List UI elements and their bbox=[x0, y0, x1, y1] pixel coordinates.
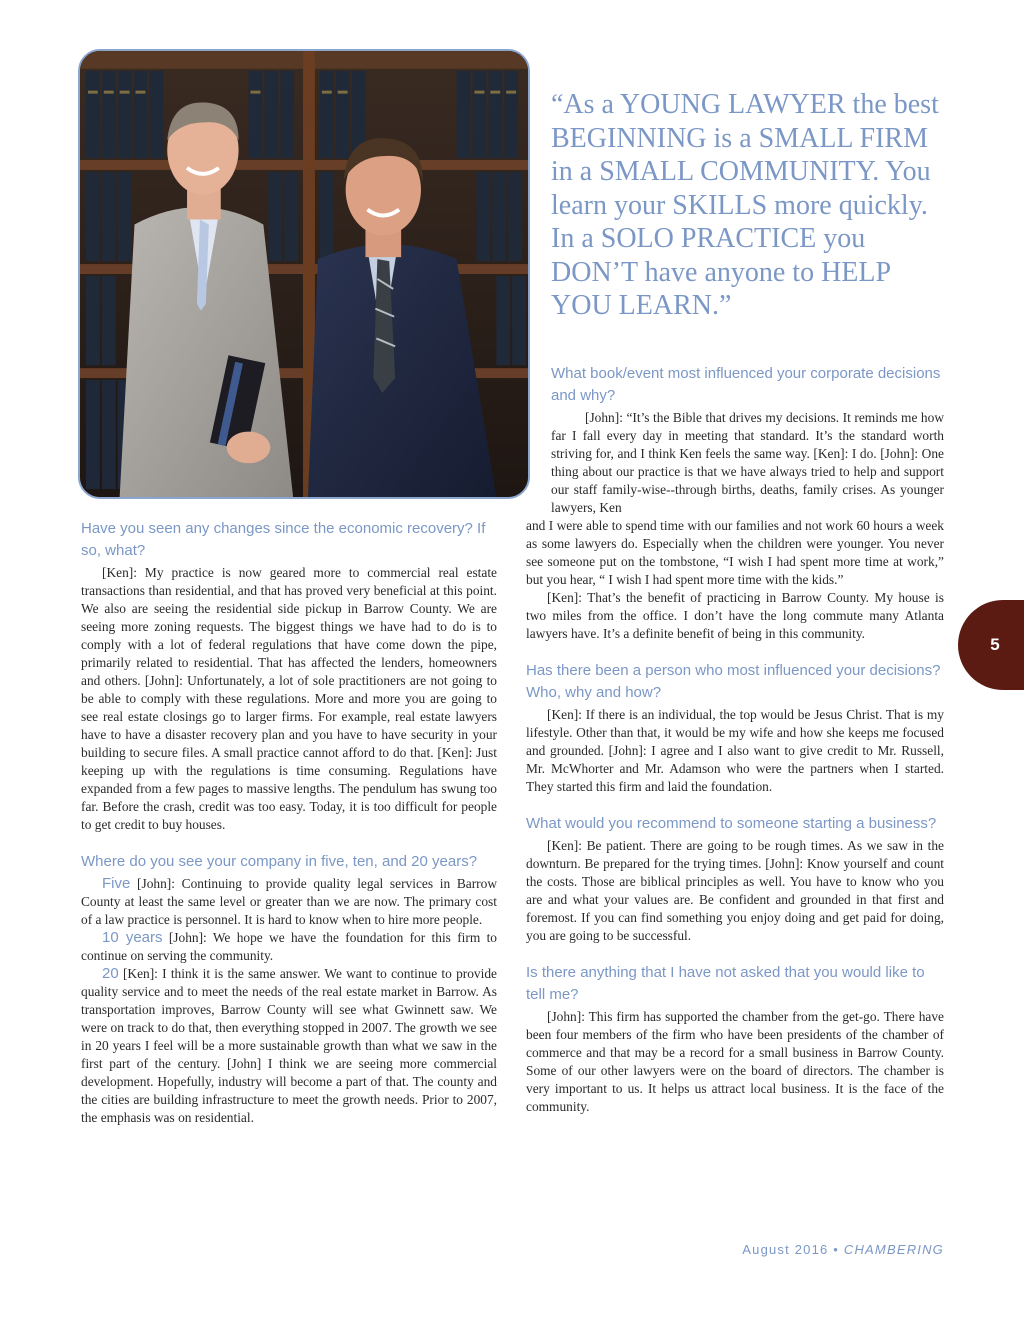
lead-five: Five bbox=[102, 875, 131, 892]
answer-twenty-text: [Ken]: I think it is the same answer. We want to continue to provide quality service and to meet the needs of the real estate market in Barrow. As transportation improves, Barrow County will see what Gwinnett saw. We were on track to do that, then everything stopped in 2007. The growth we see in 20 years I feel will be a more sustainable growth than what we saw in the first part of the century. [John] I think we are seeing more commercial development. Hopefully, industry will become a part of that. The county and the cities are building infrastructure to meet the growth needs. Prior to 2007, the emphasis was on residential. bbox=[81, 966, 497, 1125]
photo-illustration bbox=[80, 51, 528, 497]
answer-anything-else: [John]: This firm has supported the chamber from the get-go. There have been four members of the firm who have been presidents of the chamber of commerce and that may be a record for a small business in Barrow County. Some of our other lawyers were on the board of directors. The chamber is very important to us. It helps us attract local business. It is the face of the community. bbox=[526, 1009, 944, 1114]
lead-twenty: 20 bbox=[102, 965, 119, 982]
right-column-top bbox=[551, 363, 944, 517]
answer-five-years bbox=[81, 875, 497, 929]
answer-influential-person: [Ken]: If there is an individual, the top would be Jesus Christ. That is my lifestyle. Other than that, it would be my wife and how she keeps me focused and grounded. [John]: I agree and I also want to give credit to Mr. Russell, Mr. McWhorter and Mr. Adamson who were the partners when I started. They started this firm and laid the foundation. bbox=[526, 707, 944, 794]
answer-book-event-start: [John]: “It’s the Bible that drives my decisions. It reminds me how far I fall every day in meeting that standard. It’s the standard worth striving for, and I think Ken feels the same way. [Ken]: I do. [John]: One thing about our practice is that we have always tried to help and support our staff family-wise--through births, deaths, family crises. As younger lawyers, Ken bbox=[551, 410, 944, 515]
footer-separator: • bbox=[833, 1242, 840, 1257]
question-book-event: What book/event most influenced your corporate decisions and why? bbox=[551, 365, 941, 404]
footer-date: August 2016 bbox=[742, 1242, 829, 1257]
page-footer bbox=[742, 1242, 944, 1257]
footer-magazine: CHAMBERING bbox=[843, 1242, 944, 1257]
answer-ten-text: [John]: We hope we have the foundation for this firm to continue on serving the community. bbox=[81, 930, 497, 963]
question-anything-else: Is there anything that I have not asked that you would like to tell me? bbox=[526, 964, 925, 1003]
page-number-tab bbox=[958, 600, 1024, 690]
question-recommendation: What would you recommend to someone starting a business? bbox=[526, 815, 937, 832]
answer-economic-recovery: [Ken]: My practice is now geared more to commercial real estate transactions than residential, and that has proved very beneficial at this point. We also are seeing the residential side pickup in Barrow County. We are seeing more zoning requests. The biggest things we have had to do is to comply with a lot of federal regulations that have come down the pipe, primarily related to residential. That has affected the lenders, homeowners and others. [John]: Unfortunately, a lot of sole practitioners are not going to be able to comply with these regulations. More and more you are going to see real estate closings go to larger firms. For example, real estate lawyers have to have a disaster recovery plan and you have to have security in your building to secure files. A small practice cannot afford to do that. [Ken]: Just keeping up with the regulations is time consuming. Regulations have expanded from a few pages to massive lengths. The pendulum has swung too far. Before the crash, credit was too easy. Today, it is too difficult for people to get credit to buy houses. bbox=[81, 565, 497, 832]
page-number: 5 bbox=[990, 635, 1000, 654]
answer-five-text: [John]: Continuing to provide quality legal services in Barrow County at least the same level or greater than we are now. The primary cost of a law practice is personnel. It is hard to know when to hire more people. bbox=[81, 876, 497, 927]
answer-book-event-ken: [Ken]: That’s the benefit of practicing in Barrow County. My house is two miles from the office. I don’t have the long commute many Atlanta lawyers have. It’s a definite benefit of being in this community. bbox=[526, 590, 944, 641]
lawyers-photo bbox=[78, 49, 530, 499]
left-column bbox=[81, 518, 497, 1127]
answer-book-event-continued: and I were able to spend time with our families and not work 60 hours a week as some lawyers do. Especially when the children were younger. You never see someone put on the tombstone, “I wish I had spent more time at work,” but you hear, “ I wish I had spent more time with the kids.” bbox=[526, 518, 944, 587]
right-column-main bbox=[526, 517, 944, 1116]
question-influential-person: Has there been a person who most influenced your decisions? Who, why and how? bbox=[526, 662, 941, 701]
question-future: Where do you see your company in five, ten, and 20 years? bbox=[81, 853, 478, 870]
answer-ten-years bbox=[81, 929, 497, 965]
question-economic-recovery: Have you seen any changes since the economic recovery? If so, what? bbox=[81, 520, 486, 559]
answer-twenty-years bbox=[81, 965, 497, 1127]
pull-quote: “As a YOUNG LAWYER the best BEGINNING is a SMALL FIRM in a SMALL COMMUNITY. You learn your SKILLS more quickly. In a SOLO PRACTICE you DON’T have anyone to HELP YOU LEARN.” bbox=[551, 89, 939, 321]
answer-recommendation: [Ken]: Be patient. There are going to be rough times. As we saw in the downturn. Be prepared for the trying times. [John]: Know yourself and count the costs. Those are biblical principles as well. You have to know who you are and what your values are. Be confident and grounded in that first and foremost. If you can find something you enjoy doing and get paid for doing, you are going to be successful. bbox=[526, 838, 944, 943]
lead-ten: 10 years bbox=[102, 929, 163, 946]
